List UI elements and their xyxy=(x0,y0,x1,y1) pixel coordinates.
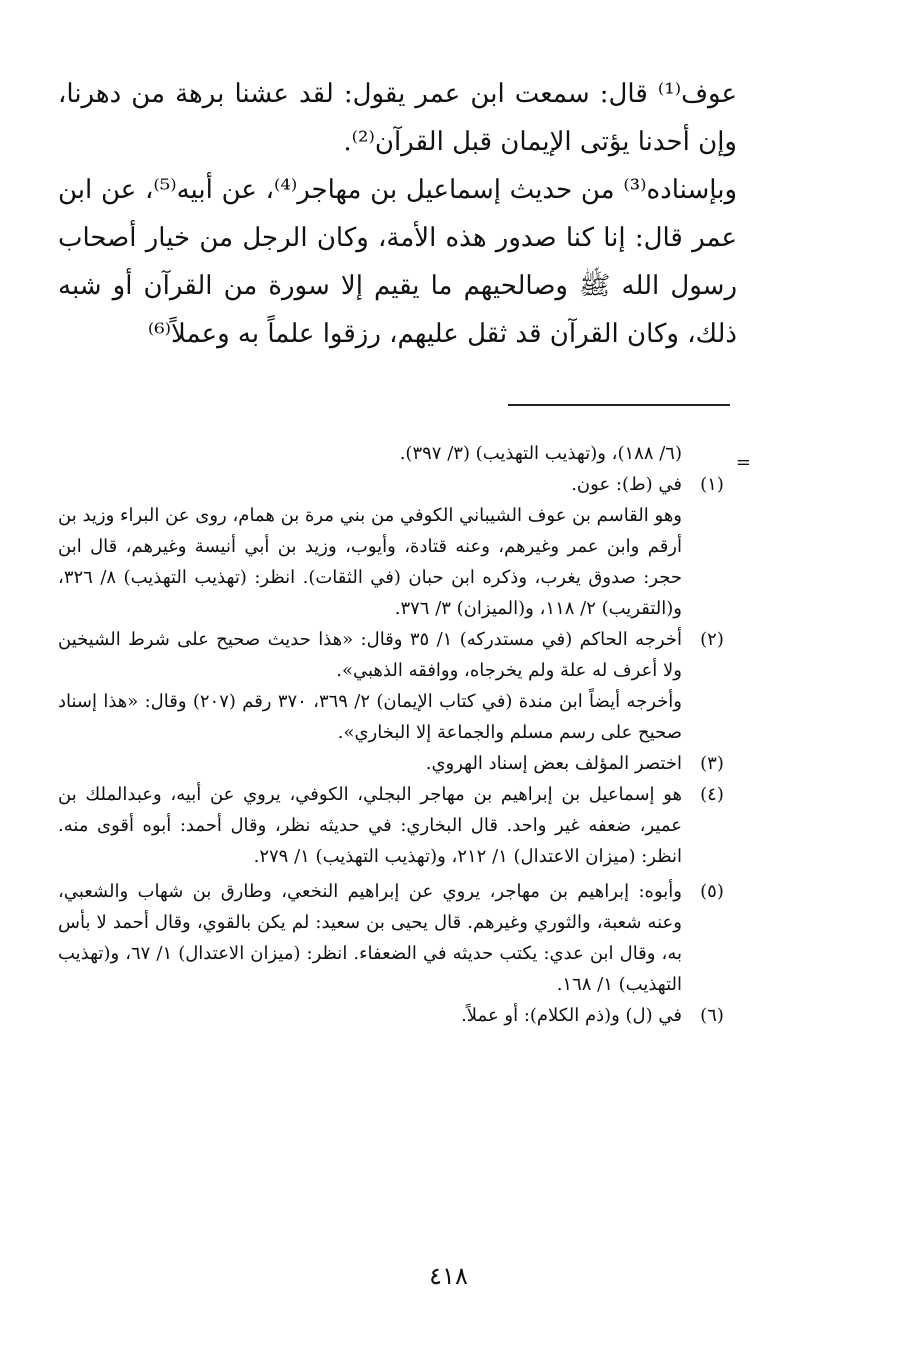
main-text xyxy=(58,70,737,358)
footnote-text: في (ط): عون. xyxy=(571,474,682,495)
footnote-separator xyxy=(508,404,730,406)
footnote-number: (٢) xyxy=(700,629,724,650)
footnote-continuation xyxy=(58,438,742,469)
footnote-text: اختصر المؤلف بعض إسناد الهروي. xyxy=(425,753,682,774)
footnote-1 xyxy=(58,469,742,624)
footnote-text: وهو القاسم بن عوف الشيباني الكوفي من بني مرة بن همام، روى عن البراء وزيد بن أرقم وابن عمر وغيرهم، وعنه قتادة، وأيوب، وزيد بن أبي أنيسة وغيرهم، قال ابن حجر: صدوق يغرب، وذكره ابن حبان (في الثقات). انظر: (تهذيب التهذيب) ٨/ ٣٢٦، و(التقريب) ٢/ ١١٨، و(الميزان) ٣/ ٣٧٦. xyxy=(58,505,682,619)
footnote-number: (٥) xyxy=(700,881,724,902)
footnote-3 xyxy=(58,748,742,779)
footnote-continuation-text: (٦/ ١٨٨)، و(تهذيب التهذيب) (٣/ ٣٩٧). xyxy=(399,443,682,464)
footnote-number: (٦) xyxy=(700,1005,724,1026)
main-paragraph-2: وبإسناده⁽³⁾ من حديث إسماعيل بن مهاجر⁽⁴⁾، عن أبيه⁽⁵⁾، عن ابن عمر قال: إنا كنا صدور هذه الأمة، وكان الرجل من خيار أصحاب رسول الله ﷺ وصالحيهم ما يقيم إلا سورة من القرآن أو شبه ذلك، وكان القرآن قد ثقل عليهم، رزقوا علماً به وعملاً⁽⁶⁾ xyxy=(58,175,737,349)
footnotes xyxy=(58,438,742,1031)
footnote-number: (٤) xyxy=(700,784,724,805)
footnote-2 xyxy=(58,624,742,748)
continuation-mark: = xyxy=(735,452,751,473)
footnote-number: (١) xyxy=(700,474,724,495)
page-number: ٤١٨ xyxy=(429,1262,468,1290)
footnote-5 xyxy=(58,876,742,1000)
footnote-4 xyxy=(58,779,742,872)
main-paragraph-1: عوف⁽¹⁾ قال: سمعت ابن عمر يقول: لقد عشنا برهة من دهرنا، وإن أحدنا يؤتى الإيمان قبل القرآن⁽²⁾. xyxy=(58,79,737,157)
footnote-text: هو إسماعيل بن إبراهيم بن مهاجر البجلي، الكوفي، يروي عن أبيه، وعبدالملك بن عمير، ضعفه غير واحد. قال البخاري: في حديثه نظر، وقال أحمد: أبوه أقوى منه. انظر: (ميزان الاعتدال) ١/ ٢١٢، و(تهذيب التهذيب) ١/ ٢٧٩. xyxy=(58,784,682,867)
footnote-number: (٣) xyxy=(700,753,724,774)
footnote-text: وأخرجه أيضاً ابن مندة (في كتاب الإيمان) ٢/ ٣٦٩، ٣٧٠ رقم (٢٠٧) وقال: «هذا إسناد صحيح على رسم مسلم والجماعة إلا البخاري». xyxy=(58,691,682,743)
footnote-text: أخرجه الحاكم (في مستدركه) ١/ ٣٥ وقال: «هذا حديث صحيح على شرط الشيخين ولا أعرف له علة ولم يخرجاه، ووافقه الذهبي». xyxy=(58,629,682,681)
footnote-text: في (ل) و(ذم الكلام): أو عملاً. xyxy=(461,1005,682,1026)
footnote-6 xyxy=(58,1000,742,1031)
footnote-text: وأبوه: إبراهيم بن مهاجر، يروي عن إبراهيم النخعي، وطارق بن شهاب والشعبي، وعنه شعبة، والثوري وغيرهم. قال يحيى بن سعيد: لم يكن بالقوي، وقال أحمد لا بأس به، وقال ابن عدي: يكتب حديثه في الضعفاء. انظر: (ميزان الاعتدال) ١/ ٦٧، و(تهذيب التهذيب) ١/ ١٦٨. xyxy=(58,881,682,995)
